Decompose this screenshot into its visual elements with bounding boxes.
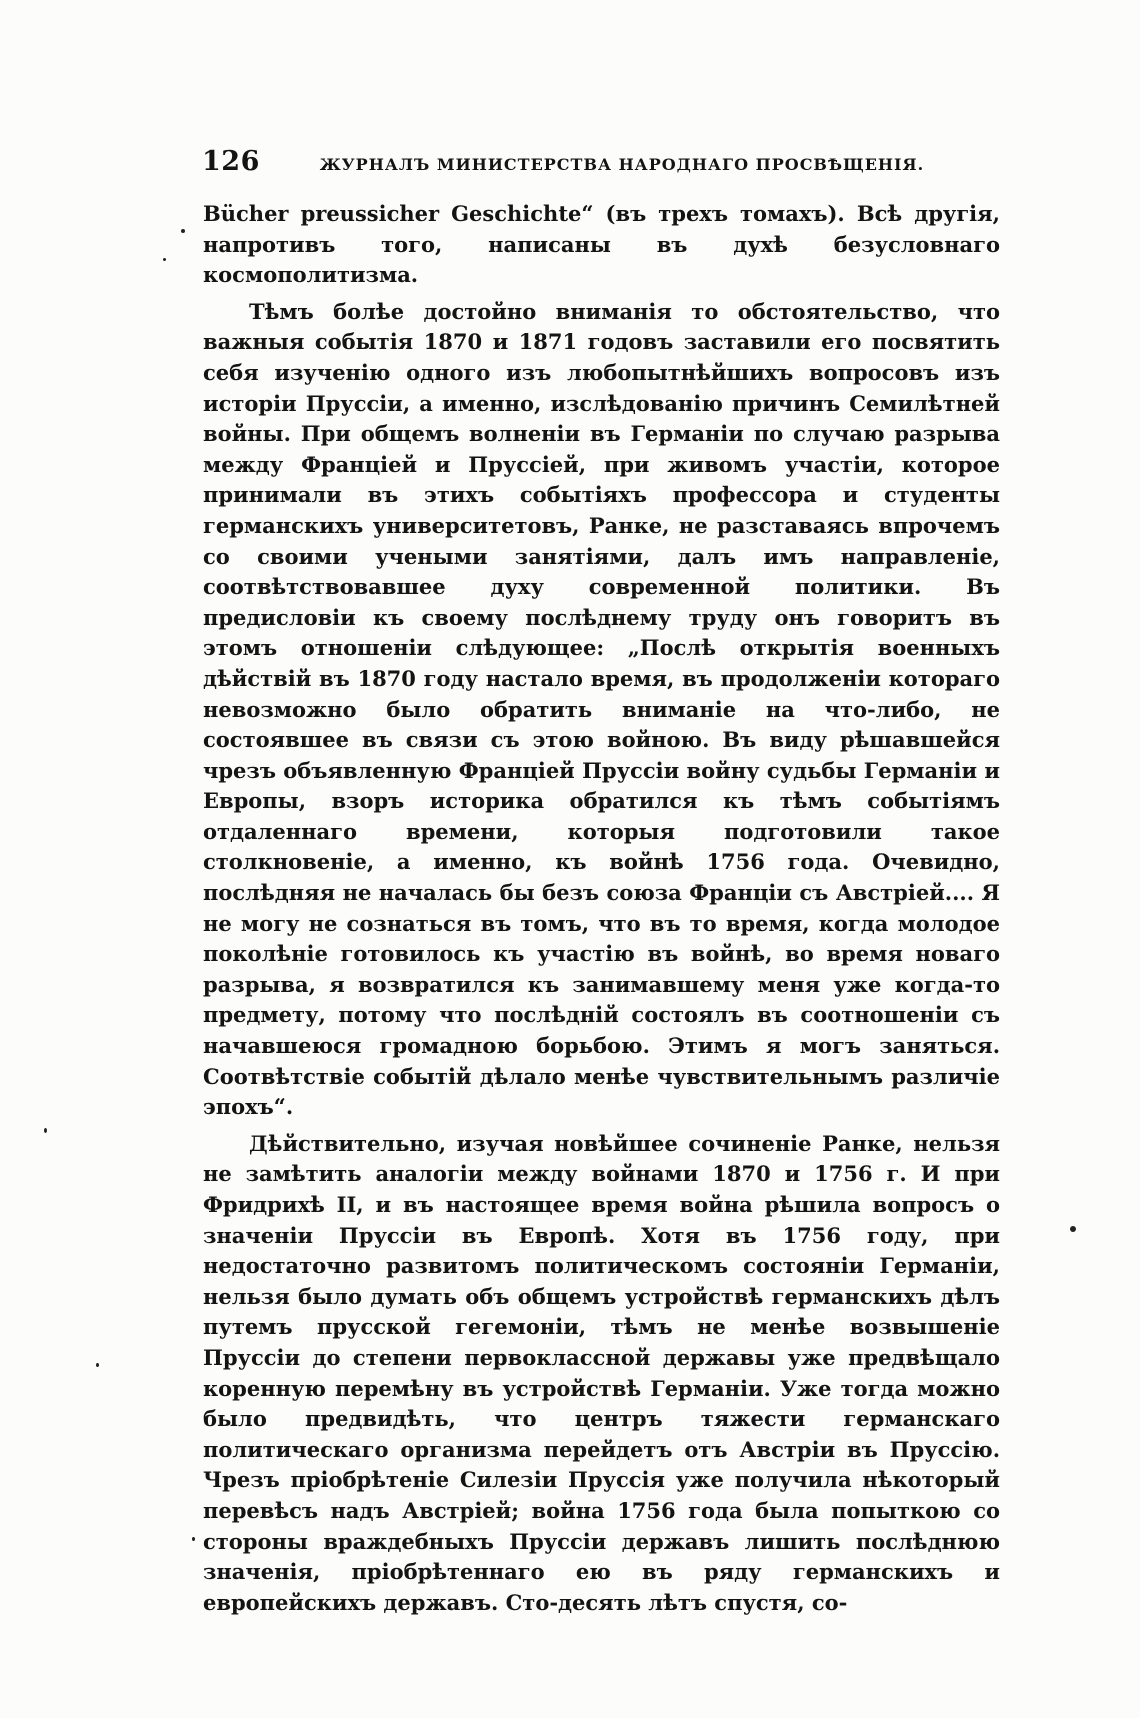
running-header [202, 146, 1002, 177]
paragraph-continued: Bücher preussicher Geschichte“ (въ трехъ томахъ). Всѣ другія, напротивъ того, написаны въ духѣ безусловнаго космополитизма. [203, 201, 1000, 288]
journal-title: ЖУРНАЛЪ МИНИСТЕРСТВА НАРОДНАГО ПРОСВѢЩЕНІЯ. [319, 155, 925, 174]
speck [181, 229, 185, 233]
paragraph-ranke-preface: Тѣмъ болѣе достойно вниманія то обстоятельство, что важныя событія 1870 и 1871 годовъ заставили его посвятить себя изученію одного изъ любопытнѣйшихъ вопросовъ изъ исторіи Пруссіи, а именно, изслѣдованію причинъ Семилѣтней войны. При общемъ волненіи въ Германіи по случаю разрыва между Франціей и Пруссіей, при живомъ участіи, которое принимали въ этихъ событіяхъ профессора и студенты германскихъ университетовъ, Ранке, не разставаясь впрочемъ со своими учеными занятіями, далъ имъ направленіе, соотвѣтствовавшее духу современной политики. Въ предисловіи къ своему послѣднему труду онъ говоритъ въ этомъ отношеніи слѣдующее: „Послѣ открытія военныхъ дѣйствій въ 1870 году настало время, въ продолженіи котораго невозможно было обратить вниманіе на что-либо, не состоявшее въ связи съ этою войною. Въ виду рѣшавшейся чрезъ объявленную Франціей Пруссіи войну судьбы Германіи и Европы, взоръ историка обратился къ тѣмъ событіямъ отдаленнаго времени, которыя подготовили такое столкновеніе, а именно, къ войнѣ 1756 года. Очевидно, послѣдняя не началась бы безъ союза Франціи съ Австріей.... Я не могу не сознаться въ томъ, что въ то время, когда молодое поколѣніе готовилось къ участію въ войнѣ, во время новаго разрыва, я возвратился къ занимавшему меня уже когда-то предмету, потому что послѣдній состоялъ въ соотношеніи съ начавшеюся громадною борьбою. Этимъ я могъ заняться. Соотвѣтствіе событій дѣлало менѣе чувствительнымъ различіе эпохъ“. [203, 298, 1000, 1120]
speck [163, 258, 166, 261]
body-text [203, 199, 1000, 1618]
speck [44, 1128, 47, 1133]
speck [1070, 1226, 1076, 1232]
speck [192, 1537, 195, 1541]
paragraph-analogy: Дѣйствительно, изучая новѣйшее сочиненіе Ранке, нельзя не замѣтить аналогіи между войнами 1870 и 1756 г. И при Фридрихѣ II, и въ настоящее время война рѣшила вопросъ о значеніи Пруссіи въ Европѣ. Хотя въ 1756 году, при недостаточно развитомъ политическомъ состояніи Германіи, нельзя было думать объ общемъ устройствѣ германскихъ дѣлъ путемъ прусской гегемоніи, тѣмъ не менѣе возвышеніе Пруссіи до степени первоклассной державы уже предвѣщало коренную перемѣну въ устройствѣ Германіи. Уже тогда можно было предвидѣть, что центръ тяжести германскаго политическаго организма перейдетъ отъ Австріи въ Пруссію. Чрезъ пріобрѣтеніе Силезіи Пруссія уже получила нѣкоторый перевѣсъ надъ Австріей; война 1756 года была попыткою со стороны враждебныхъ Пруссіи державъ лишить послѣднюю значенія, пріобрѣтеннаго ею въ ряду германскихъ и европейскихъ державъ. Сто-десять лѣтъ спустя, со- [203, 1130, 1000, 1615]
page-number: 126 [202, 146, 260, 177]
speck [96, 1363, 99, 1367]
